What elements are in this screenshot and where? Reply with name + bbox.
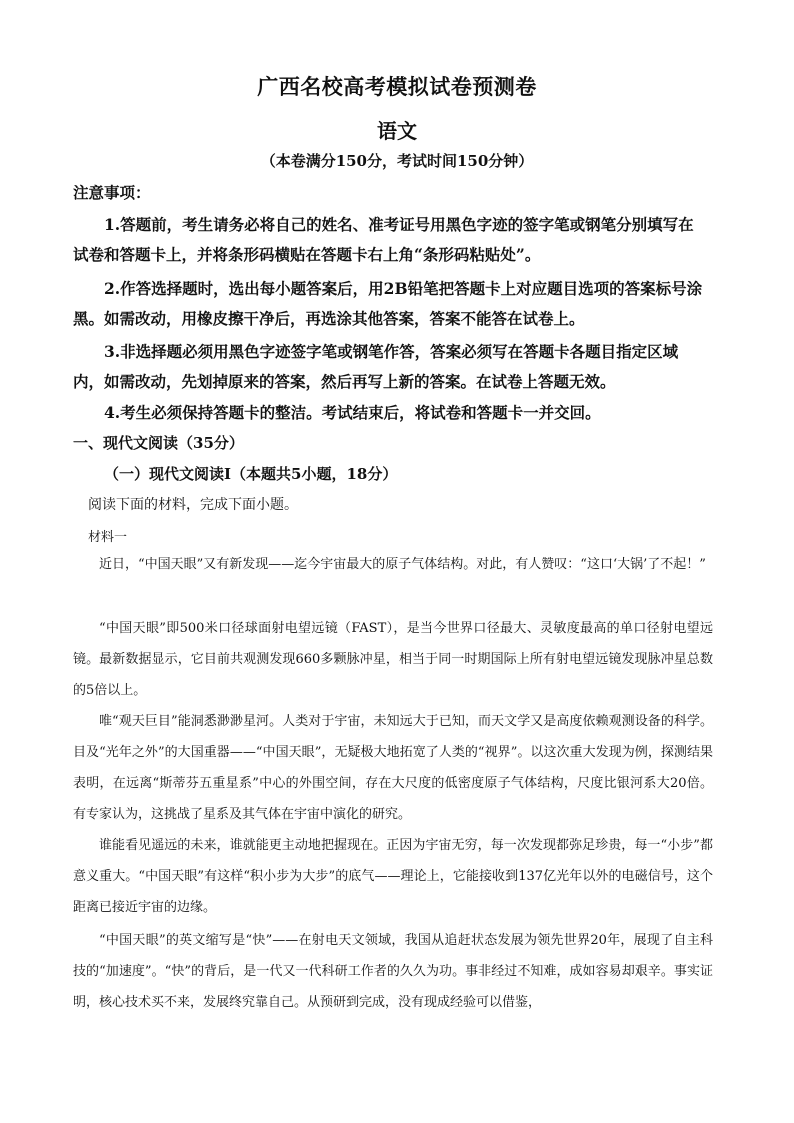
notice-item-4: 4.考生必须保持答题卡的整洁。考试结束后，将试卷和答题卡一并交回。	[104, 403, 601, 422]
material-label: 材料一	[88, 530, 128, 545]
exam-title: 广西名校高考模拟试卷预测卷	[257, 74, 537, 99]
notice-item-1-line-1: 1.答题前，考生请务必将自己的姓名、准考证号用黑色字迹的签字笔或钢笔分别填写在	[104, 215, 694, 234]
paragraph-4: 谁能看见遥远的未来，谁就能更主动地把握现在。正因为宇宙无穷，每一次发现都弥足珍贵，每一“小步”都意义重大。“中国天眼”有这样“积小步为大步”的底气——理论上，它能接收到137亿光年以外的电磁信号，这个距离已接近宇宙的边缘。	[73, 838, 713, 915]
notice-heading: 注意事项：	[73, 183, 151, 202]
paragraph-3: 唯“观天巨目”能洞悉渺渺星河。人类对于宇宙，未知远大于已知，而天文学又是高度依赖观测设备的科学。目及“光年之外”的大国重器——“中国天眼”，无疑极大地拓宽了人类的“视界”。以这次重大发现为例，探测结果表明，在远离“斯蒂芬五重星系”中心的外围空间，存在大尺度的低密度原子气体结构，尺度比银河系大20倍。有专家认为，这挑战了星系及其气体在宇宙中演化的研究。	[73, 714, 713, 822]
paragraph-2: “中国天眼”即500米口径球面射电望远镜（FAST），是当今世界口径最大、灵敏度最高的单口径射电望远镜。最新数据显示，它目前共观测发现660多颗脉冲星，相当于同一时期国际上所有射电望远镜发现脉冲星总数的5倍以上。	[73, 621, 713, 698]
paragraph-1: 近日，“中国天眼”又有新发现——迄今宇宙最大的原子气体结构。对此，有人赞叹：“这口‘大锅’了不起！”	[99, 557, 706, 572]
paragraph-5: “中国天眼”的英文缩写是“快”——在射电天文领域，我国从追赶状态发展为领先世界20年，展现了自主科技的“加速度”。“快”的背后，是一代又一代科研工作者的久久为功。事非经过不知难，成如容易却艰辛。事实证明，核心技术买不来，发展终究靠自己。从预研到完成，没有现成经验可以借鉴，	[73, 933, 713, 1010]
section-heading: 一、现代文阅读（35分）	[73, 434, 244, 452]
reading-instruction: 阅读下面的材料，完成下面小题。	[88, 497, 298, 513]
notice-item-2-line-2: 黑。如需改动，用橡皮擦干净后，再选涂其他答案，答案不能答在试卷上。	[73, 309, 585, 328]
notice-item-3-line-1: 3.非选择题必须用黑色字迹签字笔或钢笔作答，答案必须写在答题卡各题目指定区域	[104, 342, 679, 361]
sub-section-heading: （一）现代文阅读Ⅰ（本题共5小题，18分）	[104, 465, 398, 483]
notice-item-1-line-2: 试卷和答题卡上，并将条形码横贴在答题卡右上角“条形码粘贴处”。	[73, 245, 541, 264]
notice-item-2-line-1: 2.作答选择题时，选出每小题答案后，用2B铅笔把答题卡上对应题目选项的答案标号涂	[104, 279, 703, 298]
notice-item-3-line-2: 内，如需改动，先划掉原来的答案，然后再写上新的答案。在试卷上答题无效。	[73, 372, 616, 391]
exam-info: （本卷满分150分，考试时间150分钟）	[260, 152, 534, 170]
subject-title: 语文	[377, 119, 417, 143]
